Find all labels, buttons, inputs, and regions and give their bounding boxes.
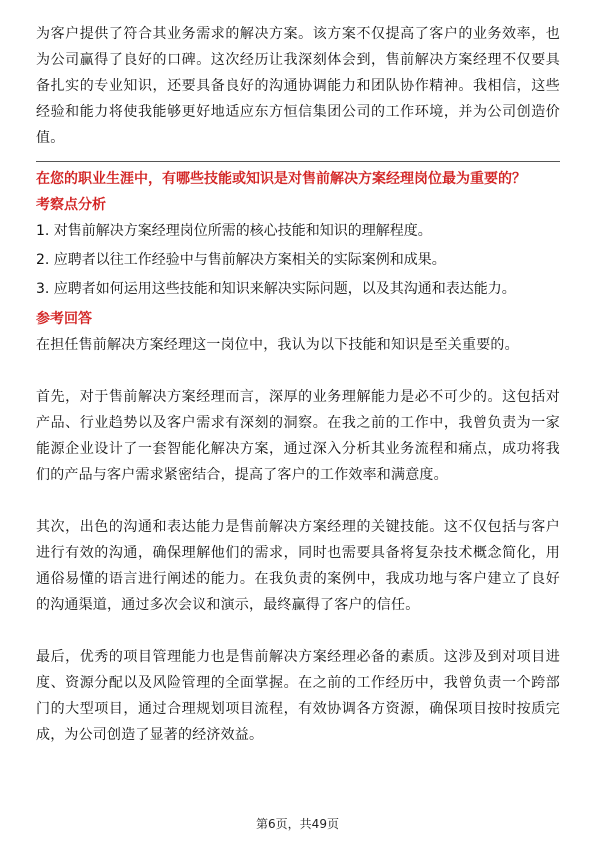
question-heading: 在您的职业生涯中，有哪些技能或知识是对售前解决方案经理岗位最为重要的？: [36, 171, 526, 187]
intro-paragraph: 为客户提供了符合其业务需求的解决方案。该方案不仅提高了客户的业务效率，也为公司赢得了良好的口碑。这次经历让我深刻体会到，售前解决方案经理不仅要具备扎实的专业知识，还要具备良好的沟通协调能力和团队协作精神。我相信，这些经验和能力将使我能够更好地适应东方恒信集团公司的工作环境，并为公司创造价值。: [36, 26, 560, 146]
analysis-item: 1. 对售前解决方案经理岗位所需的核心技能和知识的理解程度。: [36, 223, 432, 239]
analysis-item: 3. 应聘者如何运用这些技能和知识来解决实际问题，以及其沟通和表达能力。: [36, 281, 516, 297]
analysis-label: 考察点分析: [36, 197, 106, 213]
answer-paragraph: 其次，出色的沟通和表达能力是售前解决方案经理的关键技能。这不仅包括与客户进行有效的沟通，确保理解他们的需求，同时也需要具备将复杂技术概念简化，用通俗易懂的语言进行阐述的能力。在我负责的案例中，我成功地与客户建立了良好的沟通渠道，通过多次会议和演示，最终赢得了客户的信任。: [36, 519, 560, 613]
answer-paragraph: 在担任售前解决方案经理这一岗位中，我认为以下技能和知识是至关重要的。: [36, 337, 519, 353]
reference-label: 参考回答: [36, 311, 92, 327]
answer-paragraph: 首先，对于售前解决方案经理而言，深厚的业务理解能力是必不可少的。这包括对产品、行业趋势以及客户需求有深刻的洞察。在我之前的工作中，我曾负责为一家能源企业设计了一套智能化解决方案，通过深入分析其业务流程和痛点，成功将我们的产品与客户需求紧密结合，提高了客户的工作效率和满意度。: [36, 389, 560, 483]
analysis-list: [36, 218, 560, 302]
page-content: [36, 21, 560, 748]
section-divider: [36, 161, 560, 162]
analysis-item: 2. 应聘者以往工作经验中与售前解决方案相关的实际案例和成果。: [36, 252, 446, 268]
answer-paragraph: 最后，优秀的项目管理能力也是售前解决方案经理必备的素质。这涉及到对项目进度、资源分配以及风险管理的全面掌握。在之前的工作经历中，我曾负责一个跨部门的大型项目，通过合理规划项目流程，有效协调各方资源，确保项目按时按质完成，为公司创造了显著的经济效益。: [36, 649, 560, 743]
page-number: 第6页，共49页: [256, 817, 339, 831]
